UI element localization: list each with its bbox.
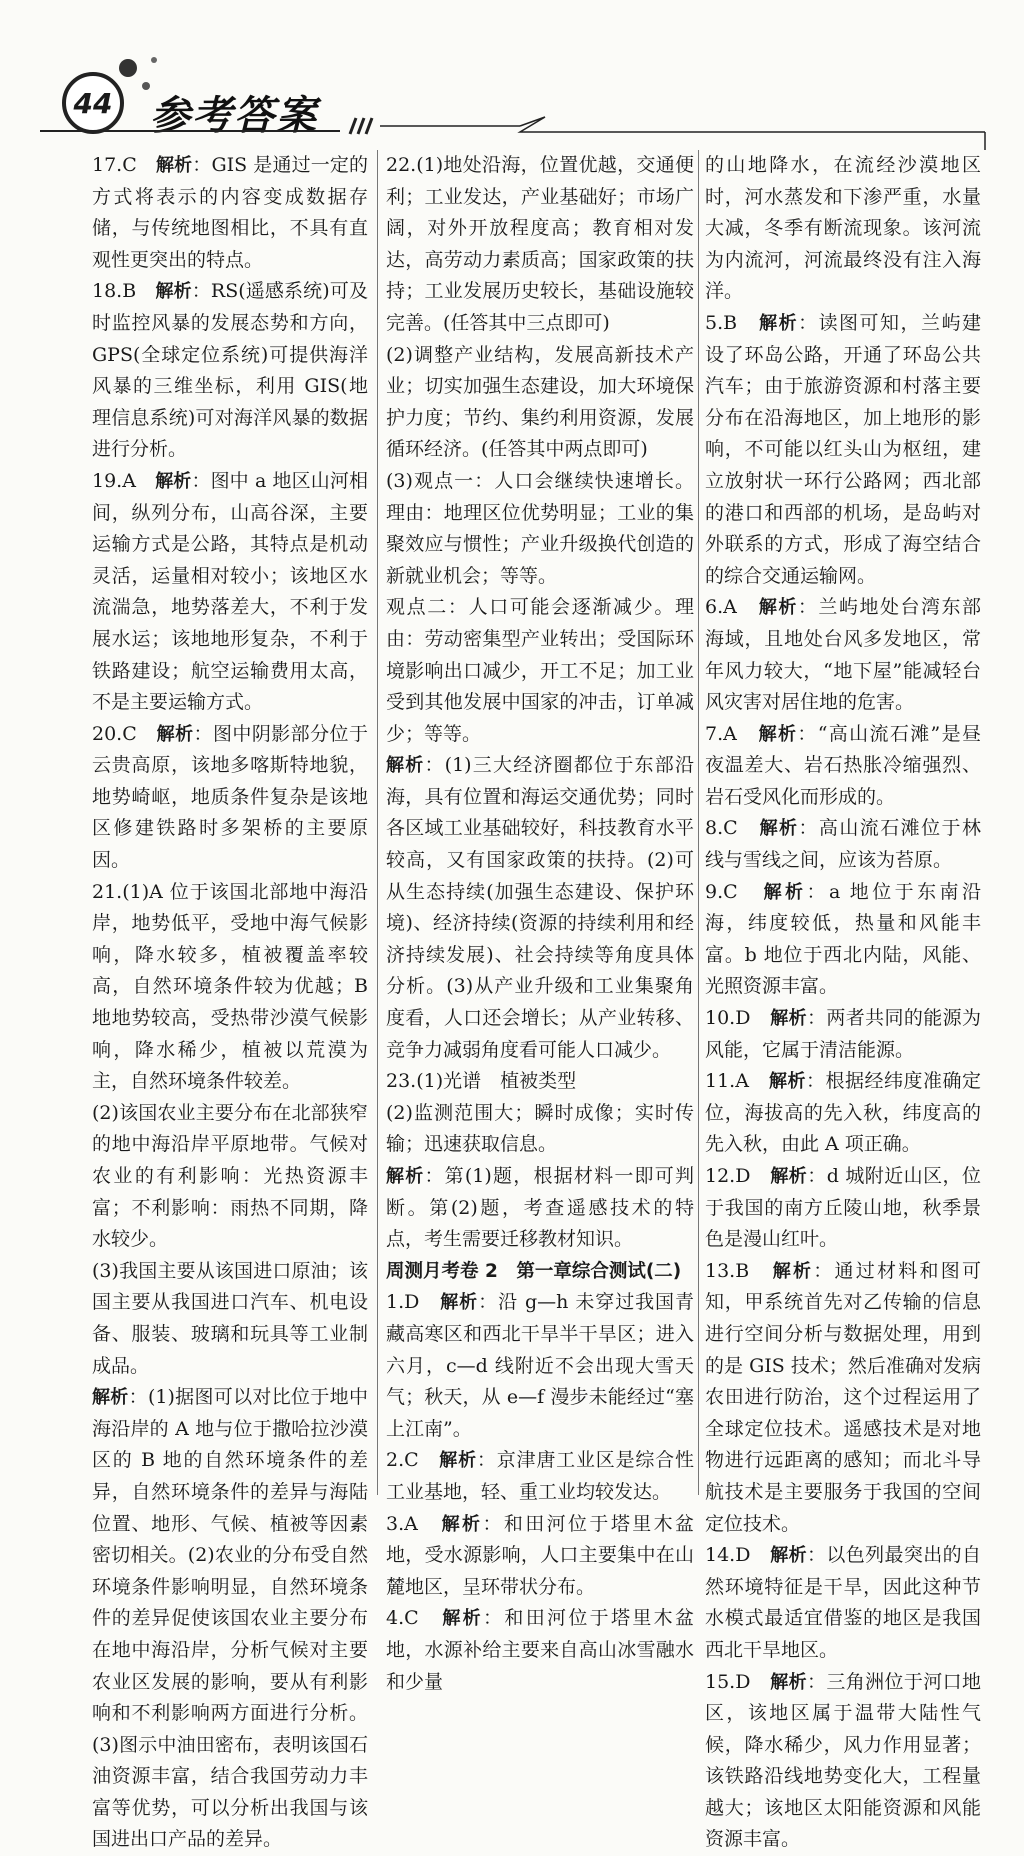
answer-text: 4.C	[386, 1607, 419, 1629]
page-title: 参考答案	[150, 84, 318, 141]
answer-item: 15.D 解析：三角洲位于河口地区，该地区属于温带大陆性气候，降水稀少，风力作用显著；该铁路沿线地势变化大，工程量越大；该地区太阳能资源和风能资源丰富。	[705, 1667, 981, 1856]
answer-label: 解析	[442, 1514, 483, 1535]
answer-text: 5.B	[705, 312, 737, 334]
answer-label: 解析	[770, 1545, 807, 1566]
answer-text: d 城附近山区，位于我国的南方丘陵山地，秋季景色是漫山红叶。	[705, 1165, 981, 1250]
answer-item: 9.C 解析：a 地位于东南沿海，纬度较低，热量和风能丰富。b 地位于西北内陆，风能、光照资源丰富。	[705, 877, 981, 1003]
answer-text: 第(1)题，根据材料一即可判断。第(2)题，考查遥感技术的特点，考生需要迁移教材知识。	[386, 1165, 694, 1250]
answer-item: 21.(1)A 位于该国北部地中海沿岸，地势低平，受地中海气候影响，降水较多，植被覆盖率较高，自然环境条件较为优越；B 地地势较高，受热带沙漠气候影响，降水稀少，植被以荒漠为主，自然环境条件较差。	[92, 877, 368, 1098]
answer-text: 13.B	[705, 1260, 749, 1282]
answer-text: 以色列最突出的自然环境特征是干旱，因此这种节水模式最适宜借鉴的地区是我国西北干旱地区。	[705, 1544, 981, 1661]
answer-item: 8.C 解析：高山流石滩位于林线与雪线之间，应该为苔原。	[705, 813, 981, 876]
answer-item: 19.A 解析：图中 a 地区山河相间，纵列分布，山高谷深，主要运输方式是公路，其特点是机动灵活，运量相对较小；该地区水流湍急，地势落差大，不利于发展水运；该地地形复杂，不利于铁路建设；航空运输费用太高，不是主要运输方式。	[92, 466, 368, 719]
answer-text: 和田河位于塔里木盆地，受水源影响，人口主要集中在山麓地区，呈环带状分布。	[386, 1513, 694, 1598]
answer-item: 解析：(1)据图可以对比位于地中海沿岸的 A 地与位于撒哈拉沙漠区的 B 地的自然环境条件的差异，自然环境条件的差异与海陆位置、地形、气候、植被等因素密切相关。(2)农业的分布受自然环境条件影响明显，自然环境条件的差异促使该国农业主要分布在地中海沿岸，分析气候对主要农业区发展的影响，要从有利影响和不利影响两方面进行分析。(3)图示中油田密布，表明该国石油资源丰富，结合我国劳动力丰富等优势，可以分析出我国与该国进出口产品的差异。	[92, 1382, 368, 1856]
answer-item: 1.D 解析：沿 g—h 未穿过我国青藏高寒区和西北干旱半干旱区；进入六月，c—d 线附近不会出现大雪天气；秋天，从 e—f 漫步未能经过“塞上江南”。	[386, 1287, 694, 1445]
answer-label: 解析	[157, 724, 194, 745]
answer-item: 解析：第(1)题，根据材料一即可判断。第(2)题，考查遥感技术的特点，考生需要迁移教材知识。	[386, 1161, 694, 1256]
answer-label: 解析	[759, 597, 798, 618]
answer-label: 解析	[386, 1166, 424, 1187]
answer-text: 沿 g—h 未穿过我国青藏高寒区和西北干旱半干旱区；进入六月，c—d 线附近不会出现大雪天气；秋天，从 e—f 漫步未能经过“塞上江南”。	[386, 1291, 694, 1439]
answer-item: 10.D 解析：两者共同的能源为风能，它属于清洁能源。	[705, 1003, 981, 1066]
answer-label: 解析	[769, 1071, 806, 1092]
answer-item: 7.A 解析：“高山流石滩”是昼夜温差大、岩石热胀冷缩强烈、岩石受风化而形成的。	[705, 719, 981, 814]
answer-label: 解析	[440, 1292, 478, 1313]
answer-label: 解析	[155, 471, 191, 492]
answer-text: 两者共同的能源为风能，它属于清洁能源。	[705, 1007, 981, 1061]
answer-item: 2.C 解析：京津唐工业区是综合性工业基地，轻、重工业均较发达。	[386, 1445, 694, 1508]
answer-item: (3)观点一：人口会继续快速增长。理由：地理区位优势明显；工业的集聚效应与惯性；产业升级换代创造的新就业机会；等等。	[386, 466, 694, 592]
answer-item: 观点二：人口可能会逐渐减少。理由：劳动密集型产业转出；受国际环境影响出口减少，开工不足；加工业受到其他发展中国家的冲击，订单减少；等等。	[386, 592, 694, 750]
answer-text: 兰屿地处台湾东部海域，且地处台风多发地区，常年风力较大，“地下屋”能减轻台风灾害对居住地的危害。	[705, 596, 981, 713]
answer-text: 7.A	[705, 723, 737, 745]
answer-label: 解析	[442, 1608, 483, 1629]
answer-item: 4.C 解析：和田河位于塔里木盆地，水源补给主要来自高山冰雪融水和少量	[386, 1603, 694, 1698]
answer-text: 和田河位于塔里木盆地，水源补给主要来自高山冰雪融水和少量	[386, 1607, 694, 1692]
answer-item: 20.C 解析：图中阴影部分位于云贵高原，该地多喀斯特地貌，地势崎岖，地质条件复杂是该地区修建铁路时多架桥的主要原因。	[92, 719, 368, 877]
answer-text: 20.C	[92, 723, 137, 745]
answer-text: 读图可知，兰屿建设了环岛公路，开通了环岛公共汽车；由于旅游资源和村落主要分布在沿海地区，加上地形的影响，不可能以红头山为枢纽，建立放射状一环行公路网；西北部的港口和西部的机场，是岛屿对外联系的方式，形成了海空结合的综合交通运输网。	[705, 312, 981, 587]
answer-item: (3)我国主要从该国进口原油；该国主要从我国进口汽车、机电设备、服装、玻璃和玩具等工业制成品。	[92, 1256, 368, 1382]
answer-item: 5.B 解析：读图可知，兰屿建设了环岛公路，开通了环岛公共汽车；由于旅游资源和村落主要分布在沿海地区，加上地形的影响，不可能以红头山为枢纽，建立放射状一环行公路网；西北部的港口和西部的机场，是岛屿对外联系的方式，形成了海空结合的综合交通运输网。	[705, 308, 981, 592]
answer-label: 解析	[760, 818, 799, 839]
answer-item: 11.A 解析：根据经纬度准确定位，海拔高的先入秋，纬度高的先入秋，由此 A 项正确。	[705, 1066, 981, 1161]
answer-label: 解析	[773, 1261, 814, 1282]
answer-label: 解析	[770, 1166, 807, 1187]
answer-label: 解析	[439, 1450, 477, 1471]
answer-text: 根据经纬度准确定位，海拔高的先入秋，纬度高的先入秋，由此 A 项正确。	[705, 1070, 981, 1155]
answer-text: 17.C	[92, 154, 137, 176]
answer-text: a 地位于东南沿海，纬度较低，热量和风能丰富。b 地位于西北内陆，风能、光照资源丰富。	[705, 881, 981, 998]
answer-item: 17.C 解析：GIS 是通过一定的方式将表示的内容变成数据存储，与传统地图相比，不具有直观性更突出的特点。	[92, 150, 368, 276]
answer-text: RS(遥感系统)可及时监控风暴的发展态势和方向，GPS(全球定位系统)可提供海洋风暴的三维坐标，利用 GIS(地理信息系统)可对海洋风暴的数据进行分析。	[92, 280, 368, 460]
answer-item: 6.A 解析：兰屿地处台湾东部海域，且地处台风多发地区，常年风力较大，“地下屋”能减轻台风灾害对居住地的危害。	[705, 592, 981, 718]
answer-item: 23.(1)光谱 植被类型	[386, 1066, 694, 1098]
answer-item: 13.B 解析：通过材料和图可知，甲系统首先对乙传输的信息进行空间分析与数据处理，用到的是 GIS 技术；然后准确对发病农田进行防治，这个过程运用了全球定位技术。遥感技术是对地物进行远距离的感知；而北斗导航技术是主要服务于我国的空间定位技术。	[705, 1256, 981, 1540]
page-number: 44	[62, 72, 124, 134]
answer-label: 解析	[155, 281, 191, 302]
answer-label: 解析	[386, 755, 424, 776]
answer-text: 1.D	[386, 1291, 419, 1313]
answer-item: (2)监测范围大；瞬时成像；实时传输；迅速获取信息。	[386, 1098, 694, 1161]
section-title: 周测月考卷 2 第一章综合测试(二)	[386, 1256, 694, 1288]
answer-text: (1)三大经济圈都位于东部沿海，具有位置和海运交通优势；同时各区域工业基础较好，科技教育水平较高，又有国家政策的扶持。(2)可从生态持续(加强生态建设、保护环境)、经济持续(资源的持续利用和经济持续发展)、社会持续等角度具体分析。(3)从产业升级和工业集聚角度看，人口还会增长；从产业转移、竞争力减弱角度看可能人口减少。	[386, 754, 694, 1060]
answer-item: (2)调整产业结构，发展高新技术产业；切实加强生态建设，加大环境保护力度；节约、集约利用资源，发展循环经济。(任答其中两点即可)	[386, 340, 694, 466]
answer-item: 18.B 解析：RS(遥感系统)可及时监控风暴的发展态势和方向，GPS(全球定位系统)可提供海洋风暴的三维坐标，利用 GIS(地理信息系统)可对海洋风暴的数据进行分析。	[92, 276, 368, 466]
answer-text: 10.D	[705, 1007, 750, 1029]
page-header	[0, 0, 1024, 150]
header-rule	[0, 0, 1024, 150]
answer-text: 三角洲位于河口地区，该地区属于温带大陆性气候，降水稀少，风力作用显著；该铁路沿线地势变化大，工程量越大；该地区太阳能资源和风能资源丰富。	[705, 1671, 981, 1851]
answer-text: 京津唐工业区是综合性工业基地，轻、重工业均较发达。	[386, 1449, 694, 1503]
answer-text: 14.D	[705, 1544, 750, 1566]
answer-text: 9.C	[705, 881, 738, 903]
answer-text: 18.B	[92, 280, 136, 302]
answer-label: 解析	[759, 724, 798, 745]
answer-text: GIS 是通过一定的方式将表示的内容变成数据存储，与传统地图相比，不具有直观性更突出的特点。	[92, 154, 368, 271]
answer-item: 14.D 解析：以色列最突出的自然环境特征是干旱，因此这种节水模式最适宜借鉴的地区是我国西北干旱地区。	[705, 1540, 981, 1666]
answer-text: 3.A	[386, 1513, 418, 1535]
column-divider	[377, 150, 378, 1495]
column-right	[705, 150, 981, 1856]
answer-text: 图中 a 地区山河相间，纵列分布，山高谷深，主要运输方式是公路，其特点是机动灵活，运量相对较小；该地区水流湍急，地势落差大，不利于发展水运；该地地形复杂，不利于铁路建设；航空运输费用太高，不是主要运输方式。	[92, 470, 368, 713]
answer-text: 图中阴影部分位于云贵高原，该地多喀斯特地貌，地势崎岖，地质条件复杂是该地区修建铁路时多架桥的主要原因。	[92, 723, 368, 871]
answer-text: 8.C	[705, 817, 738, 839]
answer-text: 12.D	[705, 1165, 750, 1187]
answer-label: 解析	[764, 882, 807, 903]
answer-item: 的山地降水，在流经沙漠地区时，河水蒸发和下渗严重，水量大减，冬季有断流现象。该河流为内流河，河流最终没有注入海洋。	[705, 150, 981, 308]
answer-item: (2)该国农业主要分布在北部狭窄的地中海沿岸平原地带。气候对农业的有利影响：光热资源丰富；不利影响：雨热不同期，降水较少。	[92, 1098, 368, 1256]
answer-text: 11.A	[705, 1070, 749, 1092]
answer-label: 解析	[770, 1008, 807, 1029]
answer-text: 19.A	[92, 470, 136, 492]
answer-item: 12.D 解析：d 城附近山区，位于我国的南方丘陵山地，秋季景色是漫山红叶。	[705, 1161, 981, 1256]
column-left	[92, 150, 368, 1856]
answer-text: 2.C	[386, 1449, 419, 1471]
answer-text: 高山流石滩位于林线与雪线之间，应该为苔原。	[705, 817, 981, 871]
answer-label: 解析	[770, 1672, 807, 1693]
column-divider	[698, 150, 699, 1495]
answer-item: 3.A 解析：和田河位于塔里木盆地，受水源影响，人口主要集中在山麓地区，呈环带状分布。	[386, 1509, 694, 1604]
answer-text: 通过材料和图可知，甲系统首先对乙传输的信息进行空间分析与数据处理，用到的是 GIS 技术；然后准确对发病农田进行防治，这个过程运用了全球定位技术。遥感技术是对地物进行远距离的感知；而北斗导航技术是主要服务于我国的空间定位技术。	[705, 1260, 981, 1535]
answer-text: 15.D	[705, 1671, 750, 1693]
answer-item: 解析：(1)三大经济圈都位于东部沿海，具有位置和海运交通优势；同时各区域工业基础较好，科技教育水平较高，又有国家政策的扶持。(2)可从生态持续(加强生态建设、保护环境)、经济持续(资源的持续利用和经济持续发展)、社会持续等角度具体分析。(3)从产业升级和工业集聚角度看，人口还会增长；从产业转移、竞争力减弱角度看可能人口减少。	[386, 750, 694, 1066]
answer-item: 22.(1)地处沿海，位置优越，交通便利；工业发达，产业基础好；市场广阔，对外开放程度高；教育相对发达，高劳动力素质高；国家政策的扶持；工业发展历史较长，基础设施较完善。(任答其中三点即可)	[386, 150, 694, 340]
answer-text: 6.A	[705, 596, 737, 618]
answer-text: (1)据图可以对比位于地中海沿岸的 A 地与位于撒哈拉沙漠区的 B 地的自然环境条件的差异，自然环境条件的差异与海陆位置、地形、气候、植被等因素密切相关。(2)农业的分布受自然环境条件影响明显，自然环境条件的差异促使该国农业主要分布在地中海沿岸，分析气候对主要农业区发展的影响，要从有利影响和不利影响两方面进行分析。(3)图示中油田密布，表明该国石油资源丰富，结合我国劳动力丰富等优势，可以分析出我国与该国进出口产品的差异。	[92, 1386, 368, 1850]
answer-text: “高山流石滩”是昼夜温差大、岩石热胀冷缩强烈、岩石受风化而形成的。	[705, 723, 981, 808]
answer-label: 解析	[759, 313, 798, 334]
answer-label: 解析	[92, 1387, 129, 1408]
column-middle	[386, 150, 694, 1698]
answer-label: 解析	[156, 155, 192, 176]
